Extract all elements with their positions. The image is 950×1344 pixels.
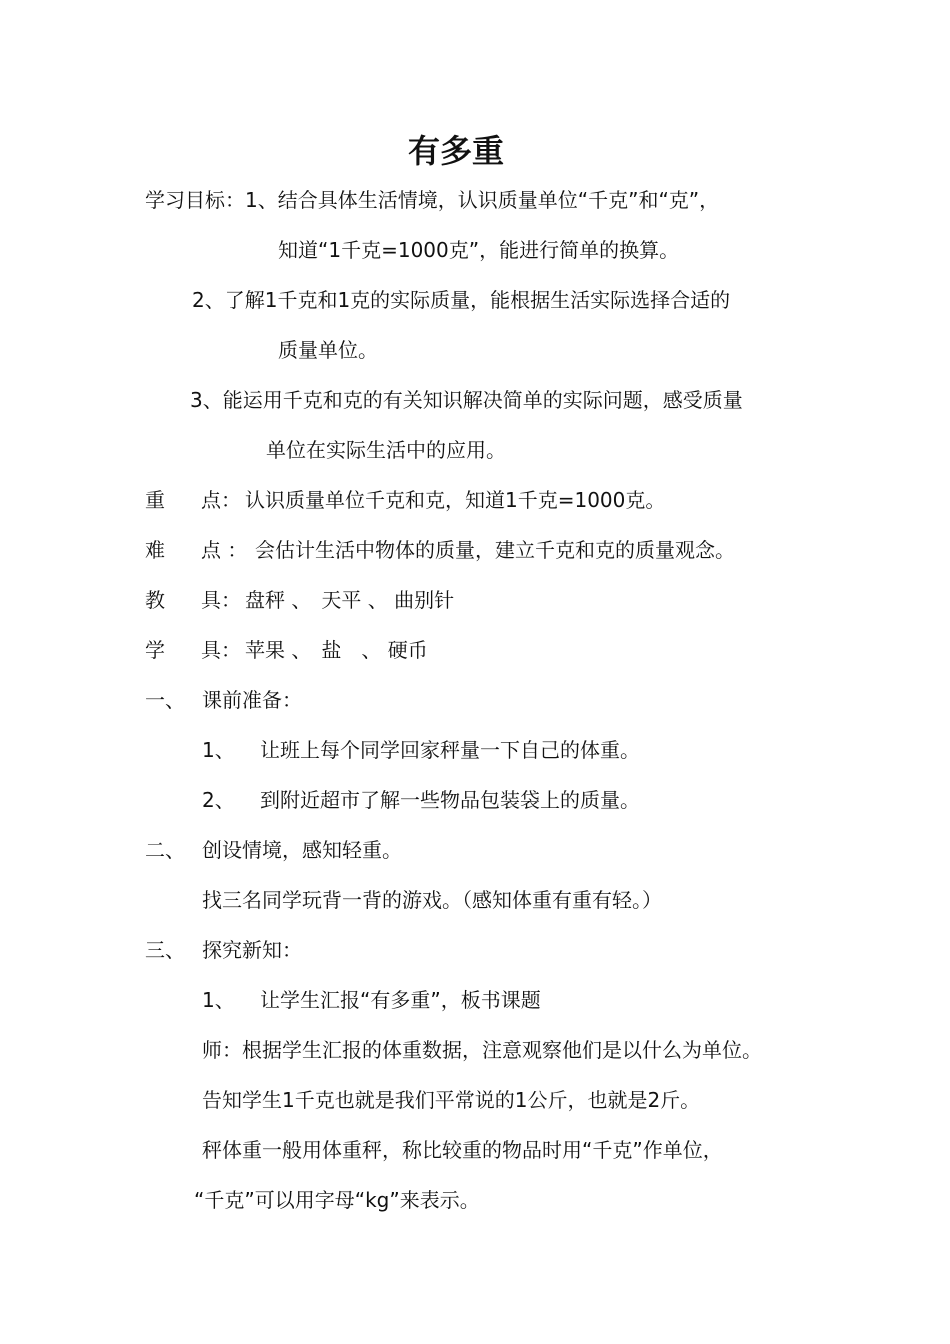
section-1-item-1-text: 让班上每个同学回家秤量一下自己的体重。 <box>260 738 640 762</box>
section-3-item-1-text: 让学生汇报“有多重”，板书课题 <box>260 988 541 1012</box>
key-points-label-a: 重 <box>145 488 165 512</box>
student-tools-label-a: 学 <box>145 638 165 662</box>
section-1-title: 课前准备： <box>202 688 302 712</box>
section-2-title: 创设情境，感知轻重。 <box>202 838 402 862</box>
document-title: 有多重 <box>407 132 504 170</box>
section-3-title: 探究新知： <box>202 938 302 962</box>
objective-1-text: 1、结合具体生活情境，认识质量单位“千克”和“克”， <box>245 188 720 212</box>
section-1-item-1-number: 1、 <box>202 738 235 762</box>
section-3-paragraph-4: “千克”可以用字母“kg”来表示。 <box>194 1188 480 1212</box>
key-points-text: 认识质量单位千克和克，知道1千克=1000克。 <box>245 488 666 512</box>
objectives-label: 学习目标： <box>145 188 245 212</box>
student-tools-label-b: 具： <box>201 638 241 662</box>
difficulties-label-b: 点 ： <box>201 538 248 562</box>
teaching-tools-text: 盘秤 、 天平 、 曲别针 <box>245 588 455 612</box>
objective-2-continuation: 质量单位。 <box>278 338 378 362</box>
objective-3-text: 3、能运用千克和克的有关知识解决简单的实际问题，感受质量 <box>190 388 743 412</box>
section-3-paragraph-1: 师：根据学生汇报的体重数据，注意观察他们是以什么为单位。 <box>202 1038 762 1062</box>
objective-1-continuation: 知道“1千克=1000克”，能进行简单的换算。 <box>278 238 680 262</box>
section-2-paragraph: 找三名同学玩背一背的游戏。（感知体重有重有轻。） <box>202 888 662 912</box>
student-tools-row <box>145 637 905 663</box>
section-3-paragraph-3: 秤体重一般用体重秤，称比较重的物品时用“千克”作单位， <box>202 1138 723 1162</box>
difficulties-text: 会估计生活中物体的质量，建立千克和克的质量观念。 <box>255 538 735 562</box>
objective-2-text: 2、了解1千克和1克的实际质量，能根据生活实际选择合适的 <box>192 288 731 312</box>
section-1-item-2-number: 2、 <box>202 788 235 812</box>
key-points-row <box>145 487 905 513</box>
section-3-paragraph-2: 告知学生1千克也就是我们平常说的1公斤，也就是2斤。 <box>202 1088 701 1112</box>
section-1-number: 一、 <box>145 688 185 712</box>
teaching-tools-label-b: 具： <box>201 588 241 612</box>
section-2-number: 二、 <box>145 838 185 862</box>
teaching-tools-label-a: 教 <box>145 588 165 612</box>
objectives-line-1 <box>145 187 719 213</box>
teaching-tools-row <box>145 587 905 613</box>
section-1-item-2-text: 到附近超市了解一些物品包装袋上的质量。 <box>260 788 640 812</box>
key-points-label-b: 点： <box>201 488 241 512</box>
objective-3-continuation: 单位在实际生活中的应用。 <box>266 438 506 462</box>
difficulties-row <box>145 537 905 563</box>
difficulties-label-a: 难 <box>145 538 165 562</box>
student-tools-text: 苹果 、 盐 、 硬币 <box>245 638 428 662</box>
section-3-number: 三、 <box>145 938 185 962</box>
section-3-item-1-number: 1、 <box>202 988 235 1012</box>
